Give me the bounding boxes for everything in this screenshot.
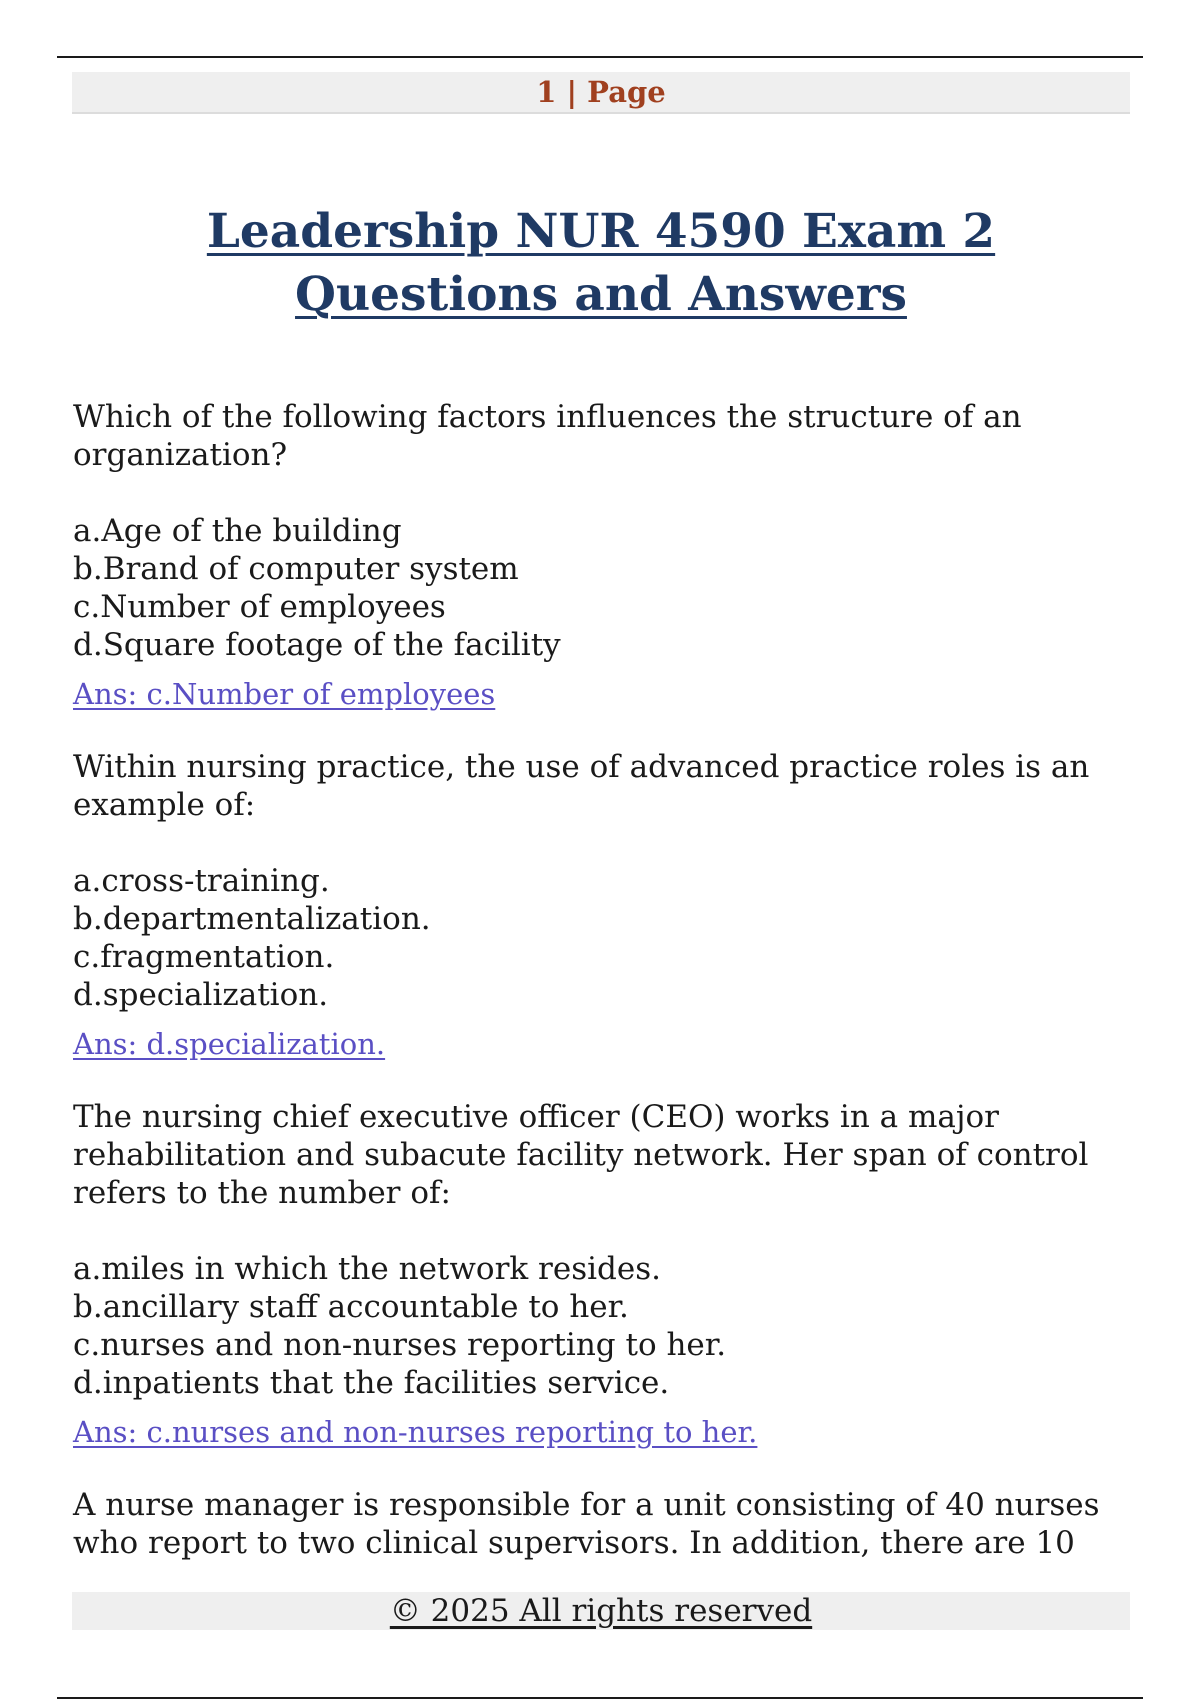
question-text: Within nursing practice, the use of advanced practice roles is an example of: (73, 749, 1090, 823)
option-d: d.specialization. (73, 977, 329, 1013)
option-b: b.departmentalization. (73, 901, 431, 937)
top-rule (57, 56, 1143, 58)
question-text: The nursing chief executive officer (CEO) works in a major rehabilitation and subacute facility network. Her span of control refers to the number of: (73, 1099, 1089, 1211)
answer-link[interactable]: Ans: c.nurses and non-nurses reporting to her. (73, 1415, 758, 1449)
option-a: a.cross-training. (73, 863, 330, 899)
option-d: d.inpatients that the facilities service. (73, 1365, 670, 1401)
bottom-rule (57, 1697, 1143, 1699)
question-block-2 (73, 748, 1133, 1062)
options-list (73, 512, 1133, 664)
question-block-1 (73, 398, 1133, 712)
option-d: d.Square footage of the facility (73, 627, 561, 663)
page-number-label: 1 | Page (536, 75, 666, 109)
answer-link[interactable]: Ans: d.specialization. (73, 1027, 386, 1061)
question-block-3 (73, 1098, 1133, 1450)
option-c: c.fragmentation. (73, 939, 335, 975)
page-header (72, 72, 1130, 114)
page-footer (72, 1592, 1130, 1630)
question-block-4 (73, 1486, 1133, 1562)
options-list (73, 1250, 1133, 1402)
question-text: Which of the following factors influences the structure of an organization? (73, 399, 1022, 473)
option-c: c.Number of employees (73, 589, 446, 625)
answer-link[interactable]: Ans: c.Number of employees (73, 677, 496, 711)
copyright-notice: © 2025 All rights reserved (389, 1593, 813, 1629)
option-a: a.miles in which the network resides. (73, 1251, 661, 1287)
option-b: b.ancillary staff accountable to her. (73, 1289, 629, 1325)
document-title: Leadership NUR 4590 Exam 2 Questions and Answers (206, 204, 996, 322)
options-list (73, 862, 1133, 1014)
option-a: a.Age of the building (73, 513, 402, 549)
option-c: c.nurses and non-nurses reporting to her. (73, 1327, 727, 1363)
question-list (73, 398, 1133, 1600)
option-b: b.Brand of computer system (73, 551, 519, 587)
question-text: A nurse manager is responsible for a unit consisting of 40 nurses who report to two clinical supervisors. In addition, there are 10 (73, 1487, 1100, 1561)
